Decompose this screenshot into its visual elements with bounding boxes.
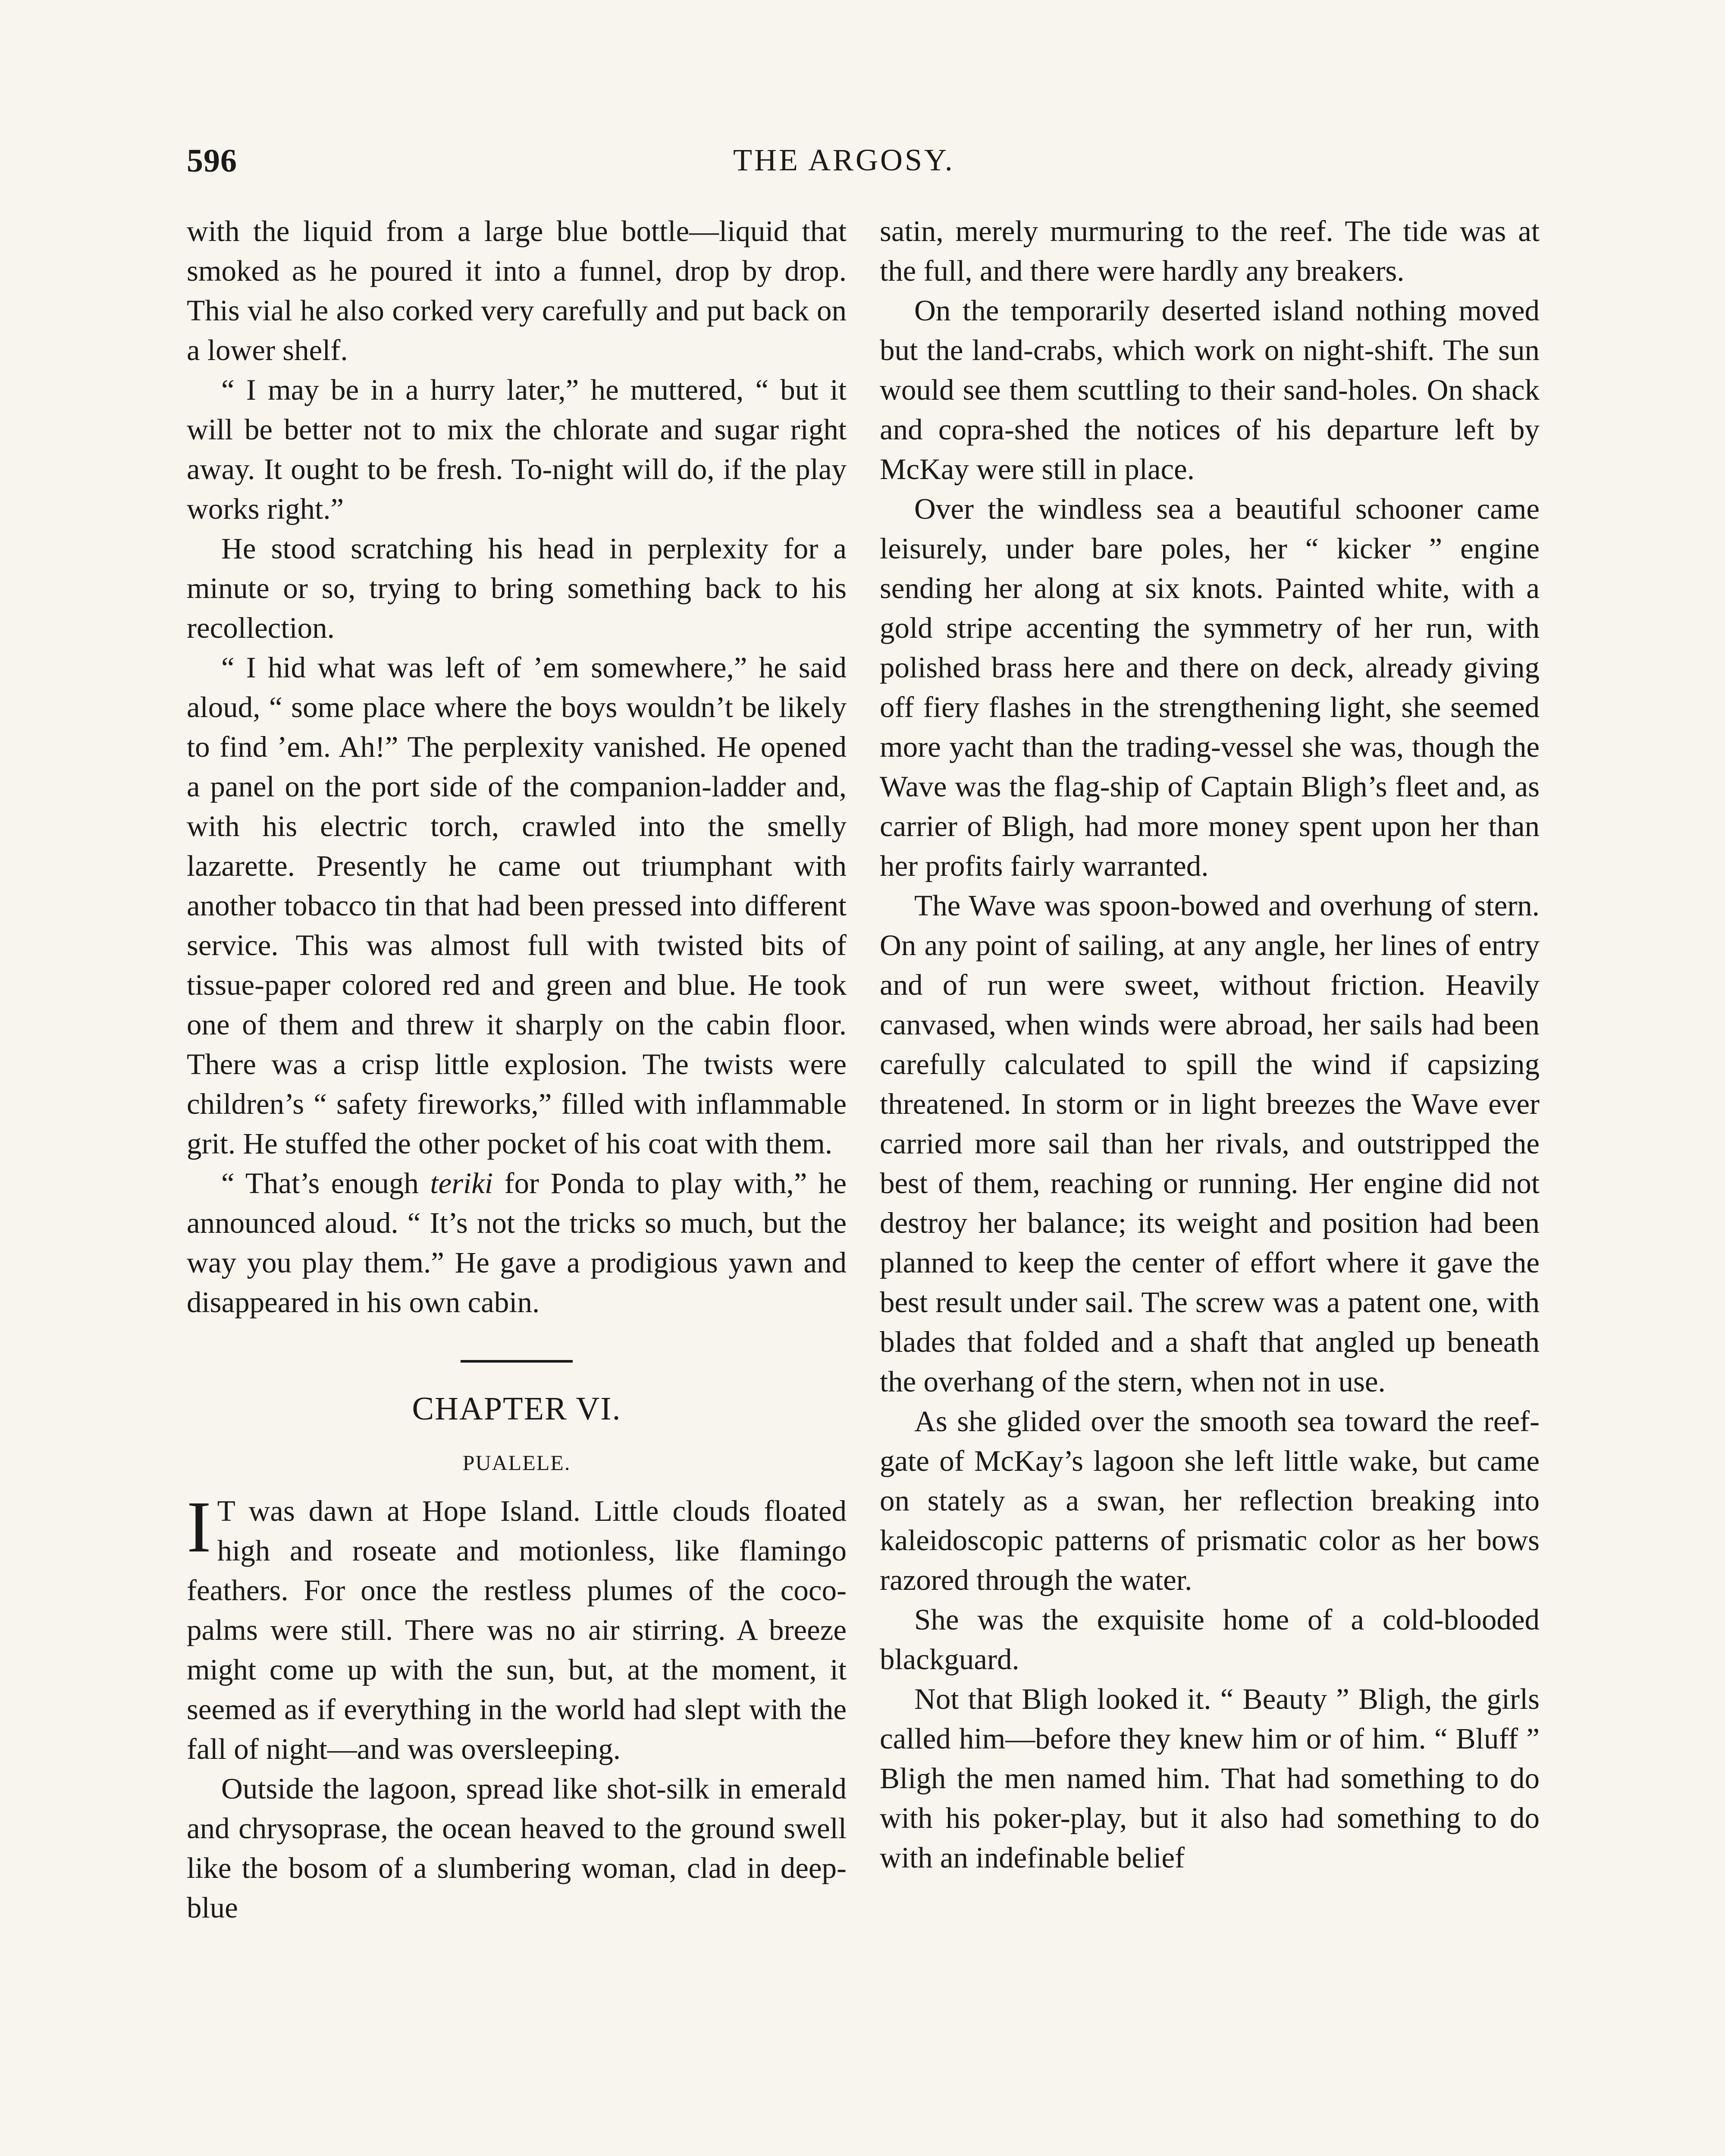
running-title: THE ARGOSY. — [733, 143, 955, 177]
page-number: 596 — [187, 143, 237, 179]
paragraph: He stood scratching his head in perplexity for a minute or so, trying to bring something back to his recollection. — [187, 532, 847, 644]
paragraph: with the liquid from a large blue bottle—liquid that smoked as he poured it into a funnel, drop by drop. This vial he also corked very carefully and put back on a lower shelf. — [187, 215, 847, 367]
drop-cap: I — [187, 1486, 211, 1567]
paragraph: Over the windless sea a beautiful schooner came leisurely, under bare poles, her “ kicker ” engine sending her along at six knots. Painted white, with a gold stripe accenting the symmetry of her run, with polished brass here and there on deck, already giving off fiery flashes in the strengthening light, she seemed more yacht than the trading-vessel she was, though the Wave was the flag-ship of Captain Bligh’s fleet and, as carrier of Bligh, had more money spent upon her than her profits fairly warranted. — [880, 492, 1540, 882]
left-column — [187, 211, 847, 1927]
paragraph: Not that Bligh looked it. “ Beauty ” Bligh, the girls called him—before they knew him or of him. “ Bluff ” Bligh the men named him. That had something to do with his poker-play, but it also had something to do with an indefinable belief — [880, 1683, 1540, 1874]
text-run: T was dawn at Hope Island. Little clouds floated high and roseate and motionless, like flamingo feathers. For once the restless plumes of the coco-palms were still. There was no air stirring. A breeze might come up with the sun, but, at the moment, it seemed as if everything in the world had slept with the fall of night—and was oversleeping. — [187, 1495, 847, 1765]
paragraph — [187, 1163, 847, 1322]
text-run: “ That’s enough — [221, 1167, 430, 1200]
paragraph: Outside the lagoon, spread like shot-silk in emerald and chrysoprase, the ocean heaved to the ground swell like the bosom of a slumbering woman, clad in deep-blue — [187, 1772, 847, 1924]
italic-word: teriki — [430, 1167, 493, 1200]
paragraph: She was the exquisite home of a cold-blooded blackguard. — [880, 1603, 1540, 1676]
paragraph: satin, merely murmuring to the reef. The tide was at the full, and there were hardly any breakers. — [880, 215, 1540, 287]
paragraph: “ I hid what was left of ’em somewhere,” he said aloud, “ some place where the boys wouldn’t be likely to find ’em. Ah!” The perplexity vanished. He opened a panel on the port side of the companion-ladder and, with his electric torch, crawled into the smelly lazarette. Presently he came out triumphant with another tobacco tin that had been pressed into different service. This was almost full with twisted bits of tissue-paper colored red and green and blue. He took one of them and threw it sharply on the cabin floor. There was a crisp little explosion. The twists were children’s “ safety fireworks,” filled with inflammable grit. He stuffed the other pocket of his coat with them. — [187, 651, 847, 1160]
paragraph: As she glided over the smooth sea toward the reef-gate of McKay’s lagoon she left little wake, but came on stately as a swan, her reflection breaking into kaleidoscopic patterns of prismatic color as her bows razored through the water. — [880, 1405, 1540, 1596]
paragraph — [187, 1486, 847, 1769]
chapter-title: CHAPTER VI. — [412, 1391, 621, 1427]
right-column — [880, 211, 1540, 1877]
section-divider — [461, 1360, 573, 1363]
paragraph: “ I may be in a hurry later,” he muttered, “ but it will be better not to mix the chlorate and sugar right away. It ought to be fresh. To-night will do, if the play works right.” — [187, 373, 847, 525]
chapter-subtitle: PUALELE. — [462, 1451, 571, 1475]
paragraph: The Wave was spoon-bowed and overhung of stern. On any point of sailing, at any angle, her lines of entry and of run were sweet, without friction. Heavily canvased, when winds were abroad, her sails had been carefully calculated to spill the wind if capsizing threatened. In storm or in light breezes the Wave ever carried more sail than her rivals, and outstripped the best of them, reaching or running. Her engine did not destroy her balance; its weight and position had been planned to keep the center of effort where it gave the best result under sail. The screw was a patent one, with blades that folded and a shaft that angled up beneath the overhang of the stern, when not in use. — [880, 889, 1540, 1398]
text-run: for Ponda to play with,” he announced aloud. “ It’s not the tricks so much, but the way you play them.” He gave a prodigious yawn and disappeared in his own cabin. — [187, 1167, 847, 1319]
paragraph: On the temporarily deserted island nothing moved but the land-crabs, which work on night-shift. The sun would see them scuttling to their sand-holes. On shack and copra-shed the notices of his departure left by McKay were still in place. — [880, 294, 1540, 486]
